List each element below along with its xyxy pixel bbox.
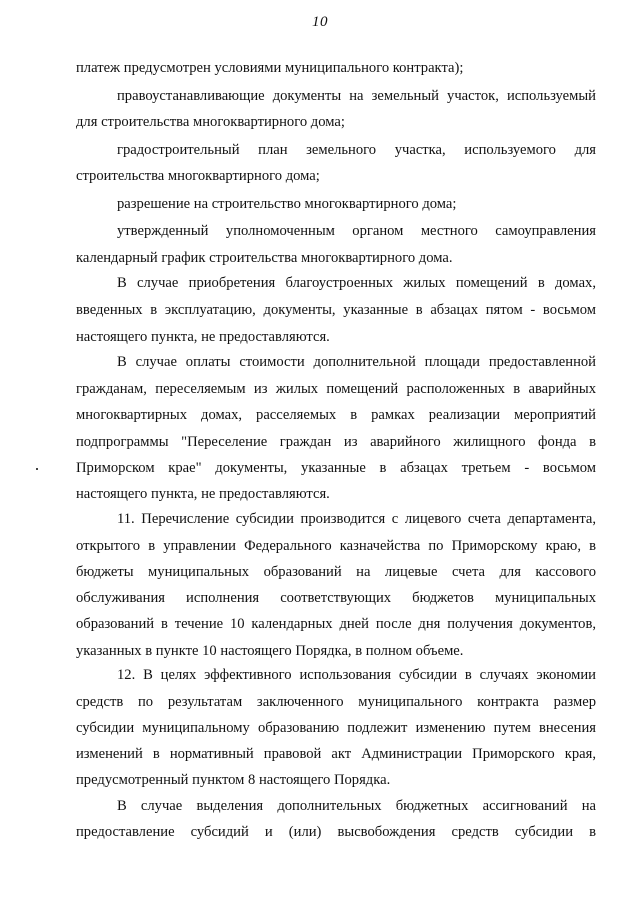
text-line: введенных в эксплуатацию, документы, указанные в абзацах пятом - восьмом — [76, 302, 596, 318]
text-line: платеж предусмотрен условиями муниципального контракта); — [76, 60, 464, 76]
text-line: средств по результатам заключенного муниципального контракта размер — [76, 694, 596, 710]
text-line: календарный график строительства многоквартирного дома. — [76, 250, 453, 266]
text-line: открытого в управлении Федерального казначейства по Приморскому краю, в — [76, 538, 596, 554]
text-line: предоставление субсидий и (или) высвобождения средств субсидии в — [76, 824, 596, 840]
text-line: обслуживания исполнения соответствующих бюджетов муниципальных — [76, 590, 596, 606]
page-number: 10 — [312, 14, 328, 30]
text-line: В случае приобретения благоустроенных жилых помещений в домах, — [117, 275, 596, 291]
text-line: образований в течение 10 календарных дней после дня получения документов, — [76, 616, 596, 632]
text-line: утвержденный уполномоченным органом местного самоуправления — [117, 223, 596, 239]
text-line: 12. В целях эффективного использования субсидии в случаях экономии — [117, 667, 596, 683]
text-line: предусмотренный пунктом 8 настоящего Порядка. — [76, 772, 391, 788]
text-line: подпрограммы "Переселение граждан из аварийного жилищного фонда в — [76, 434, 596, 450]
text-line: настоящего пункта, не предоставляются. — [76, 329, 330, 345]
text-line: указанных в пункте 10 настоящего Порядка, в полном объеме. — [76, 643, 464, 659]
text-line: для строительства многоквартирного дома; — [76, 114, 345, 130]
text-line: субсидии муниципальному образованию подлежит изменению путем внесения — [76, 720, 596, 736]
text-line: настоящего пункта, не предоставляются. — [76, 486, 330, 502]
text-line: строительства многоквартирного дома; — [76, 168, 320, 184]
text-line: разрешение на строительство многоквартирного дома; — [117, 196, 457, 212]
text-line: изменений в нормативный правовой акт Администрации Приморского края, — [76, 746, 596, 762]
text-line: гражданам, переселяемым из жилых помещений расположенных в аварийных — [76, 381, 596, 397]
text-line: правоустанавливающие документы на земельный участок, используемый — [117, 88, 596, 104]
text-line: В случае выделения дополнительных бюджетных ассигнований на — [117, 798, 596, 814]
text-line: 11. Перечисление субсидии производится с лицевого счета департамента, — [117, 511, 596, 527]
text-line: В случае оплаты стоимости дополнительной площади предоставленной — [117, 354, 596, 370]
text-line: градостроительный план земельного участка, используемого для — [117, 142, 596, 158]
text-line: Приморском крае" документы, указанные в абзацах третьем - восьмом — [76, 460, 596, 476]
text-line: бюджеты муниципальных образований на лицевые счета для кассового — [76, 564, 596, 580]
text-line: многоквартирных домах, расселяемых в рамках реализации мероприятий — [76, 407, 596, 423]
margin-dot — [36, 468, 38, 470]
